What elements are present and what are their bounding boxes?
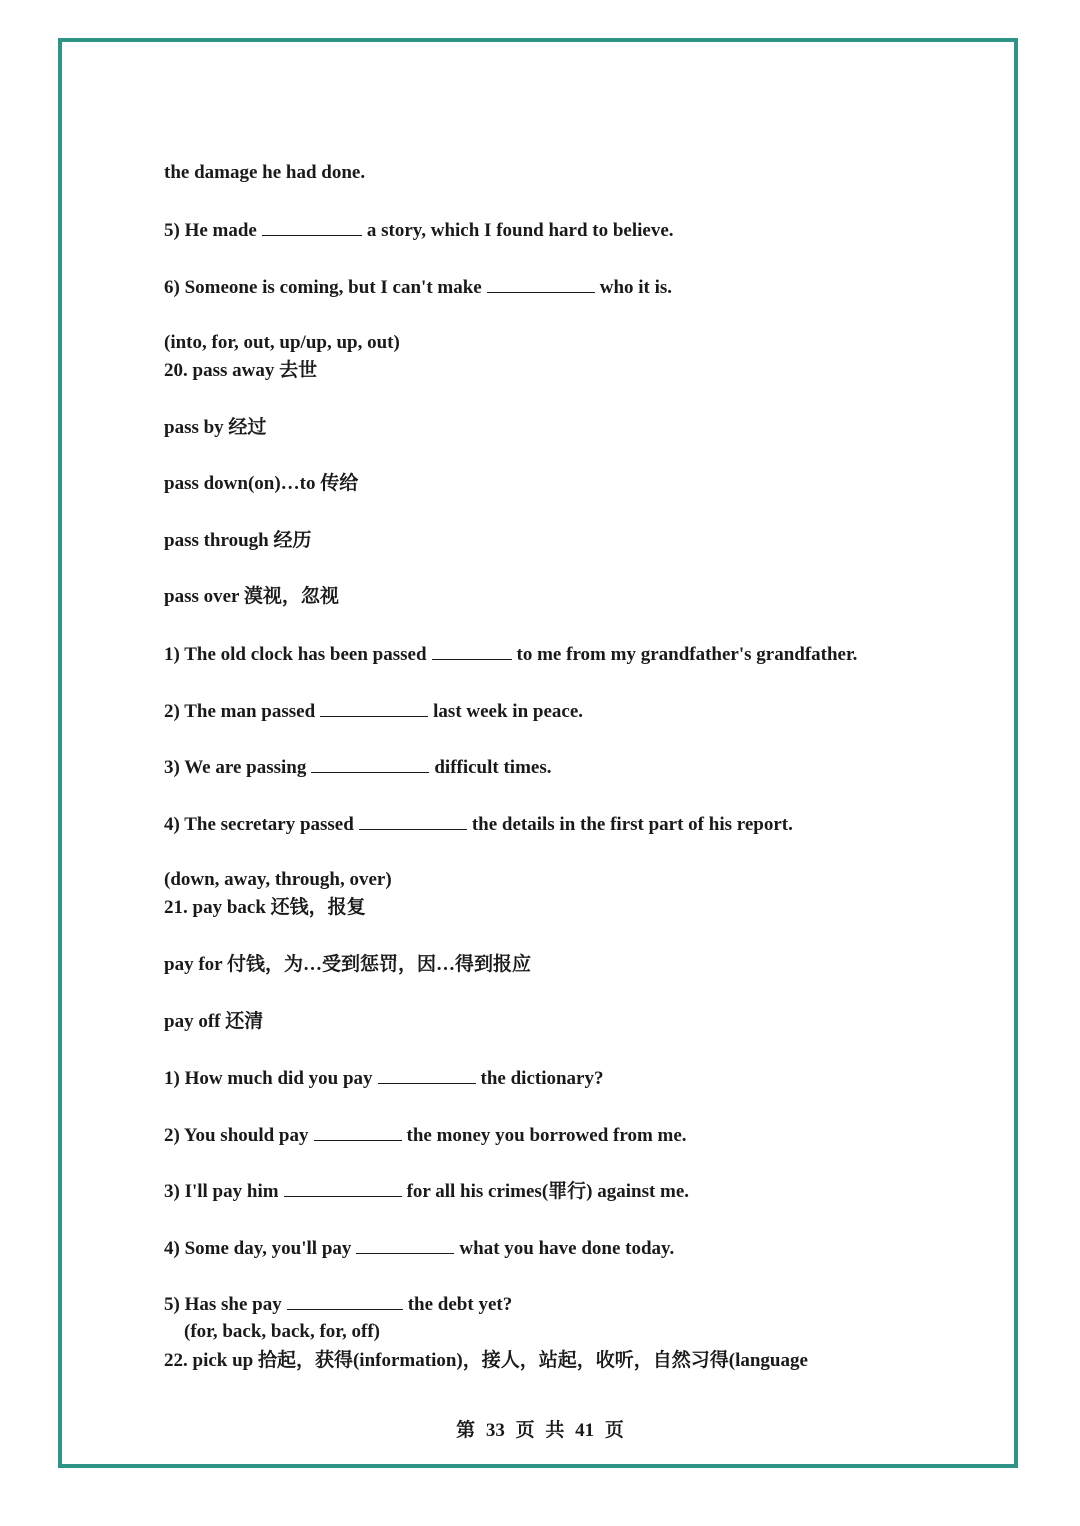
text-segment: for all his crimes(罪行) against me. (406, 1181, 690, 1202)
text-segment: what you have done today. (459, 1238, 675, 1259)
exercise-line (164, 756, 552, 779)
exercise-line (164, 276, 672, 299)
current-page-number: 33 (485, 1420, 505, 1441)
phrase-heading: 22. pick up 拾起，获得(information)，接人，站起，收听，自然习得(language (164, 1350, 808, 1371)
text-segment: difficult times. (434, 757, 552, 778)
exercise-line (164, 1293, 512, 1316)
phrase-entry: pay off 还清 (164, 1011, 264, 1032)
exercise-line (164, 700, 583, 723)
text-segment: 2) You should pay (164, 1125, 309, 1146)
text-segment: a story, which I found hard to believe. (366, 220, 674, 241)
fill-blank (314, 1124, 402, 1141)
fill-blank (287, 1293, 403, 1310)
fill-blank (262, 219, 362, 236)
text-segment: 5) Has she pay (164, 1294, 282, 1315)
fill-blank (359, 813, 467, 830)
exercise-line (164, 1237, 674, 1260)
text-segment: 1) How much did you pay (164, 1068, 373, 1089)
fill-blank (284, 1180, 402, 1197)
text-segment: the debt yet? (407, 1294, 513, 1315)
text-segment: 3) We are passing (164, 757, 307, 778)
text-segment: the money you borrowed from me. (406, 1125, 687, 1146)
text-segment: 3) I'll pay him (164, 1181, 279, 1202)
footer-word: 共 (545, 1420, 565, 1441)
phrase-entry: pay for 付钱，为…受到惩罚，因…得到报应 (164, 954, 531, 975)
text-segment: 5) He made (164, 220, 257, 241)
phrase-heading: 21. pay back 还钱，报复 (164, 897, 366, 918)
footer-suffix: 页 (604, 1420, 624, 1441)
exercise-line (164, 219, 674, 242)
text-segment: who it is. (599, 277, 673, 298)
total-page-number: 41 (575, 1420, 595, 1441)
fill-blank (356, 1237, 454, 1254)
fill-blank (311, 756, 429, 773)
text-segment: 4) Some day, you'll pay (164, 1238, 352, 1259)
text-segment: 2) The man passed (164, 701, 316, 722)
page-number-footer (0, 1420, 1080, 1442)
footer-word: 页 (515, 1420, 535, 1441)
fill-blank (432, 643, 512, 660)
exercise-line (164, 1067, 604, 1090)
exercise-line (164, 643, 857, 666)
answer-key: (down, away, through, over) (164, 869, 392, 890)
exercise-line (164, 1180, 689, 1203)
phrase-entry: pass down(on)…to 传给 (164, 473, 359, 494)
answer-key: (for, back, back, for, off) (184, 1321, 380, 1342)
text-segment: 4) The secretary passed (164, 814, 354, 835)
fill-blank (378, 1067, 476, 1084)
answer-key: (into, for, out, up/up, up, out) (164, 332, 400, 353)
text-segment: the dictionary? (480, 1068, 604, 1089)
text-segment: 6) Someone is coming, but I can't make (164, 277, 482, 298)
fill-blank (487, 276, 595, 293)
text-segment: the details in the first part of his report. (471, 814, 793, 835)
text-line: the damage he had done. (164, 162, 366, 183)
footer-prefix: 第 (456, 1420, 476, 1441)
exercise-line (164, 1124, 687, 1147)
text-segment: 1) The old clock has been passed (164, 644, 427, 665)
fill-blank (320, 700, 428, 717)
text-segment: last week in peace. (433, 701, 584, 722)
phrase-heading: 20. pass away 去世 (164, 360, 318, 381)
phrase-entry: pass by 经过 (164, 417, 267, 438)
text-segment: to me from my grandfather's grandfather. (516, 644, 858, 665)
phrase-entry: pass over 漠视，忽视 (164, 586, 339, 607)
phrase-entry: pass through 经历 (164, 530, 312, 551)
exercise-line (164, 813, 793, 836)
